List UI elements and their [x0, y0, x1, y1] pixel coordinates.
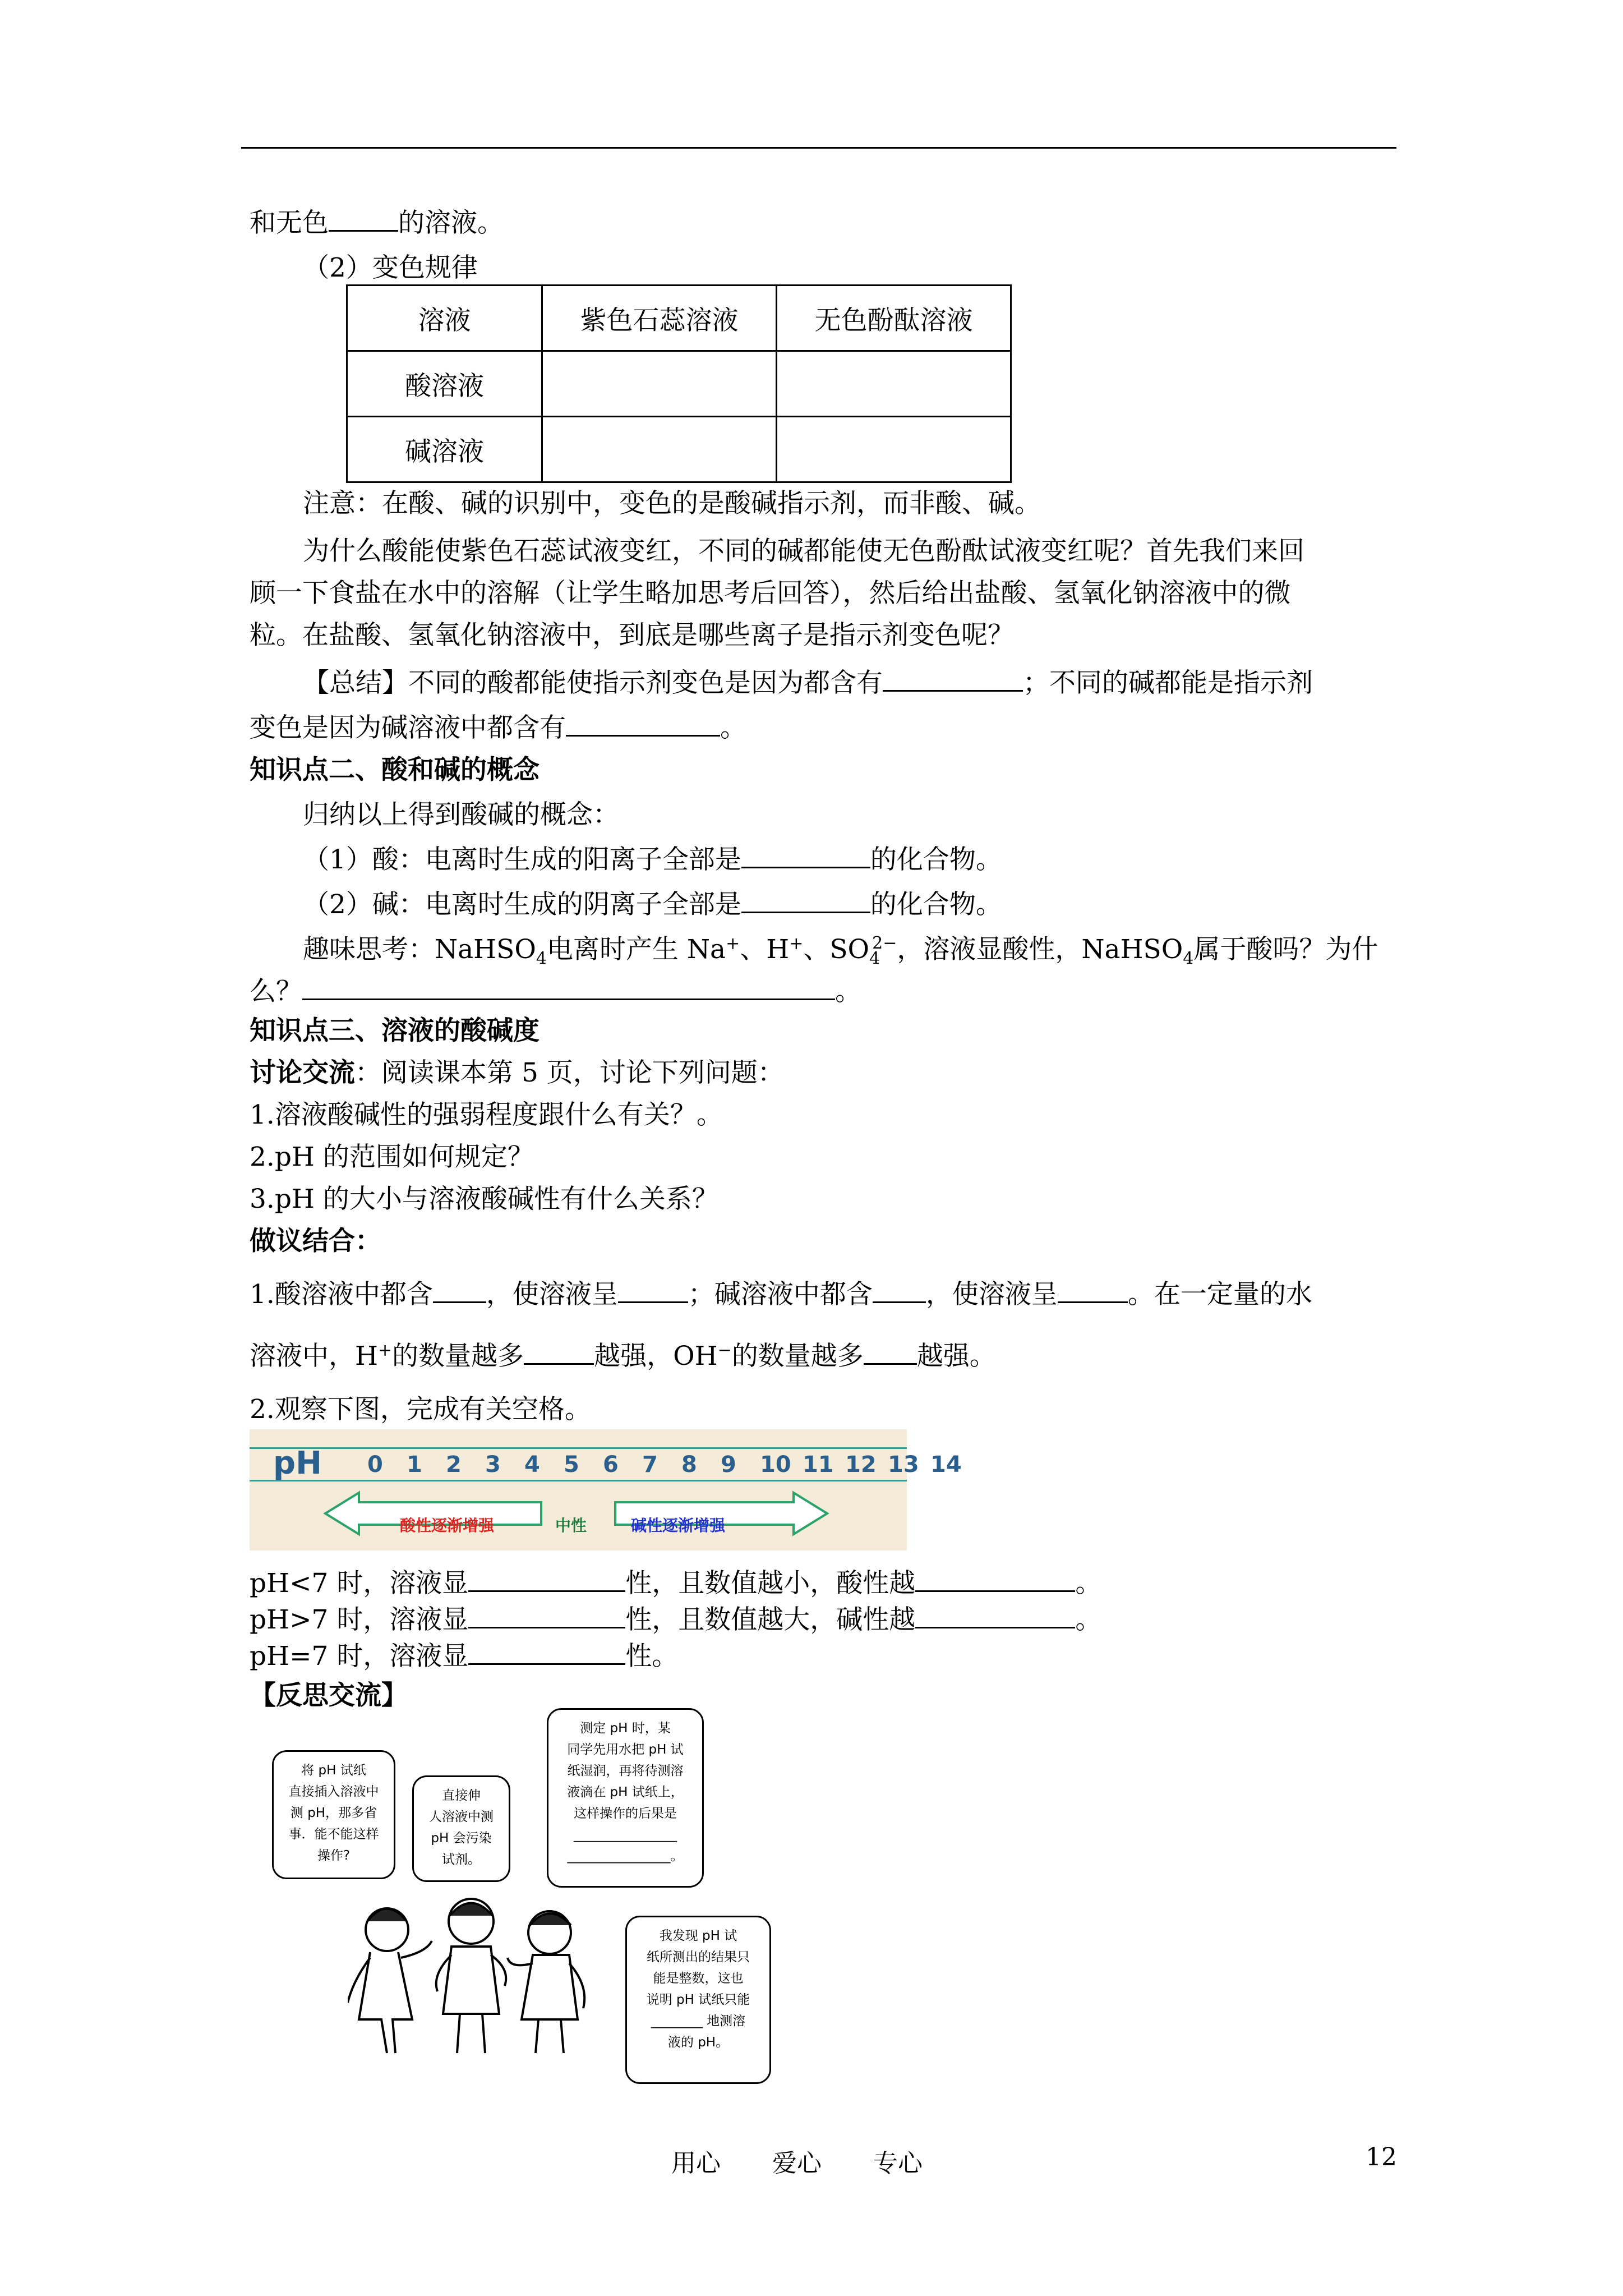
- table-cell: 酸溶液: [347, 351, 542, 417]
- fill-blank[interactable]: [864, 1341, 917, 1365]
- footer-word: 专心: [873, 2149, 923, 2178]
- fun-question: 趣味思考：NaHSO$_4$电离时产生 Na+、H+、$SO_4^{2-}$，溶液显酸性，NaHSO$_4$属于酸吗？为什: [303, 933, 1378, 969]
- ph-number: 10: [760, 1452, 791, 1478]
- ph-lt7-line: pH<7 时，溶液显 性，且数值越小，酸性越 。: [250, 1568, 1102, 1599]
- ph-number: 5: [564, 1452, 579, 1478]
- summary-line: 变色是因为碱溶液中都含有 。: [250, 712, 746, 743]
- table-cell[interactable]: [777, 417, 1011, 482]
- fill-blank[interactable]: [468, 1604, 625, 1628]
- ph-number: 3: [485, 1452, 501, 1478]
- ph-number: 11: [803, 1452, 834, 1478]
- practice-title: 做议结合：: [250, 1226, 381, 1257]
- acid-label: 酸性逐渐增强: [400, 1516, 495, 1535]
- ph-number: 4: [524, 1452, 540, 1478]
- ph-number: 6: [603, 1452, 619, 1478]
- ph-number: 1: [407, 1452, 422, 1478]
- question-item: 1.溶液酸碱性的强弱程度跟什么有关？。: [250, 1099, 723, 1130]
- fill-blank[interactable]: [741, 889, 870, 913]
- fill-blank[interactable]: [1058, 1279, 1128, 1303]
- table-cell[interactable]: [777, 351, 1011, 417]
- footer-word: 爱心: [772, 2149, 822, 2178]
- table-header-cell: 无色酚酞溶液: [777, 286, 1011, 351]
- page-number: 12: [1366, 2143, 1397, 2171]
- text-line: 归纳以上得到酸碱的概念：: [303, 799, 619, 830]
- ph-number: 7: [642, 1452, 658, 1478]
- speech-bubble: 我发现 pH 试 纸所测出的结果只 能是整数，这也 说明 pH 试纸只能 ________ 地测溶 液的 pH。: [625, 1916, 771, 2084]
- footer-word: 用心: [671, 2149, 721, 2178]
- ph-number: 2: [446, 1452, 462, 1478]
- speech-bubble: 测定 pH 时，某 同学先用水把 pH 试 纸湿润，再将待测溶 液滴在 pH 试纸上， 这样操作的后果是 ________________ ________________。: [547, 1708, 704, 1888]
- fill-blank[interactable]: [883, 668, 1023, 692]
- ph-scale-figure: [250, 1429, 962, 1550]
- color-change-table: [346, 284, 1012, 483]
- fill-blank[interactable]: [524, 1341, 594, 1365]
- ph-number: 9: [721, 1452, 736, 1478]
- fill-blank[interactable]: [915, 1568, 1075, 1592]
- section-title: 知识点三、溶液的酸碱度: [250, 1015, 540, 1046]
- speech-bubble: 将 pH 试纸 直接插入溶液中 测 pH，那多省 事．能不能这样 操作?: [272, 1750, 395, 1879]
- fun-question-cont: 么？ 。: [250, 976, 861, 1007]
- base-definition: （2）碱：电离时生成的阴离子全部是 的化合物。: [303, 889, 1002, 920]
- discussion-line: 讨论交流：阅读课本第 5 页，讨论下列问题：: [250, 1057, 784, 1088]
- fill-blank[interactable]: [433, 1279, 486, 1303]
- fill-blank[interactable]: [873, 1279, 926, 1303]
- fill-blank[interactable]: [468, 1641, 625, 1665]
- question-item: 2.pH 的范围如何规定？: [250, 1142, 534, 1172]
- practice-line: 2.观察下图，完成有关空格。: [250, 1394, 591, 1425]
- table-header-cell: 溶液: [347, 286, 542, 351]
- practice-line: 1.酸溶液中都含 ，使溶液呈 ；碱溶液中都含 ，使溶液呈 。在一定量的水: [250, 1279, 1312, 1310]
- ph-label: pH: [273, 1445, 322, 1481]
- practice-line: 溶液中，H+的数量越多 越强，OH−的数量越多 越强。: [250, 1340, 996, 1372]
- ph-number: 12: [845, 1452, 877, 1478]
- acid-definition: （1）酸：电离时生成的阳离子全部是 的化合物。: [303, 844, 1002, 875]
- reflect-title: 【反思交流】: [250, 1680, 408, 1711]
- fill-blank[interactable]: [566, 712, 720, 737]
- fill-blank[interactable]: [329, 208, 398, 232]
- fill-blank[interactable]: [741, 844, 870, 868]
- fill-blank[interactable]: [618, 1279, 688, 1303]
- neutral-label: 中性: [555, 1516, 587, 1535]
- fill-blank[interactable]: [302, 976, 835, 1000]
- header-rule: [241, 147, 1396, 149]
- paragraph-line: 顾一下食盐在水中的溶解（让学生略加思考后回答），然后给出盐酸、氢氧化钠溶液中的微: [250, 578, 1291, 609]
- table-header-cell: 紫色石蕊溶液: [542, 286, 777, 351]
- table-cell[interactable]: [542, 417, 777, 482]
- ph-number: 14: [930, 1452, 962, 1478]
- fill-blank[interactable]: [915, 1604, 1075, 1628]
- table-row: [347, 417, 1011, 482]
- ph-gt7-line: pH>7 时，溶液显 性，且数值越大，碱性越 。: [250, 1604, 1102, 1635]
- table-row: [347, 351, 1011, 417]
- base-label: 碱性逐渐增强: [631, 1516, 726, 1535]
- ph-number: 13: [888, 1452, 919, 1478]
- question-item: 3.pH 的大小与溶液酸碱性有什么关系？: [250, 1184, 718, 1214]
- table-header-row: [347, 286, 1011, 351]
- speech-bubble: 直接伸 人溶液中测 pH 会污染 试剂。: [412, 1775, 510, 1882]
- ph-number: 0: [367, 1452, 383, 1478]
- section-heading: （2）变色规律: [303, 252, 478, 283]
- text-line: 和无色 的溶液。: [250, 208, 504, 238]
- table-cell: 碱溶液: [347, 417, 542, 482]
- ph-eq7-line: pH=7 时，溶液显 性。: [250, 1641, 679, 1672]
- ph-scale-line: [250, 1447, 907, 1449]
- paragraph-line: 为什么酸能使紫色石蕊试液变红，不同的碱都能使无色酚酞试液变红呢？首先我们来回: [303, 536, 1304, 567]
- paragraph-line: 粒。在盐酸、氢氧化钠溶液中，到底是哪些离子是指示剂变色呢？: [250, 620, 1014, 651]
- summary-line: 【总结】不同的酸都能使指示剂变色是因为都含有 ；不同的碱都能是指示剂: [303, 668, 1313, 698]
- fill-blank[interactable]: [468, 1568, 625, 1592]
- ph-number-row: [250, 1452, 962, 1485]
- table-cell[interactable]: [542, 351, 777, 417]
- note-text: 注意：在酸、碱的识别中，变色的是酸碱指示剂，而非酸、碱。: [303, 488, 1041, 519]
- ph-number: 8: [681, 1452, 697, 1478]
- children-illustration: [348, 1890, 617, 2059]
- section-title: 知识点二、酸和碱的概念: [250, 754, 540, 785]
